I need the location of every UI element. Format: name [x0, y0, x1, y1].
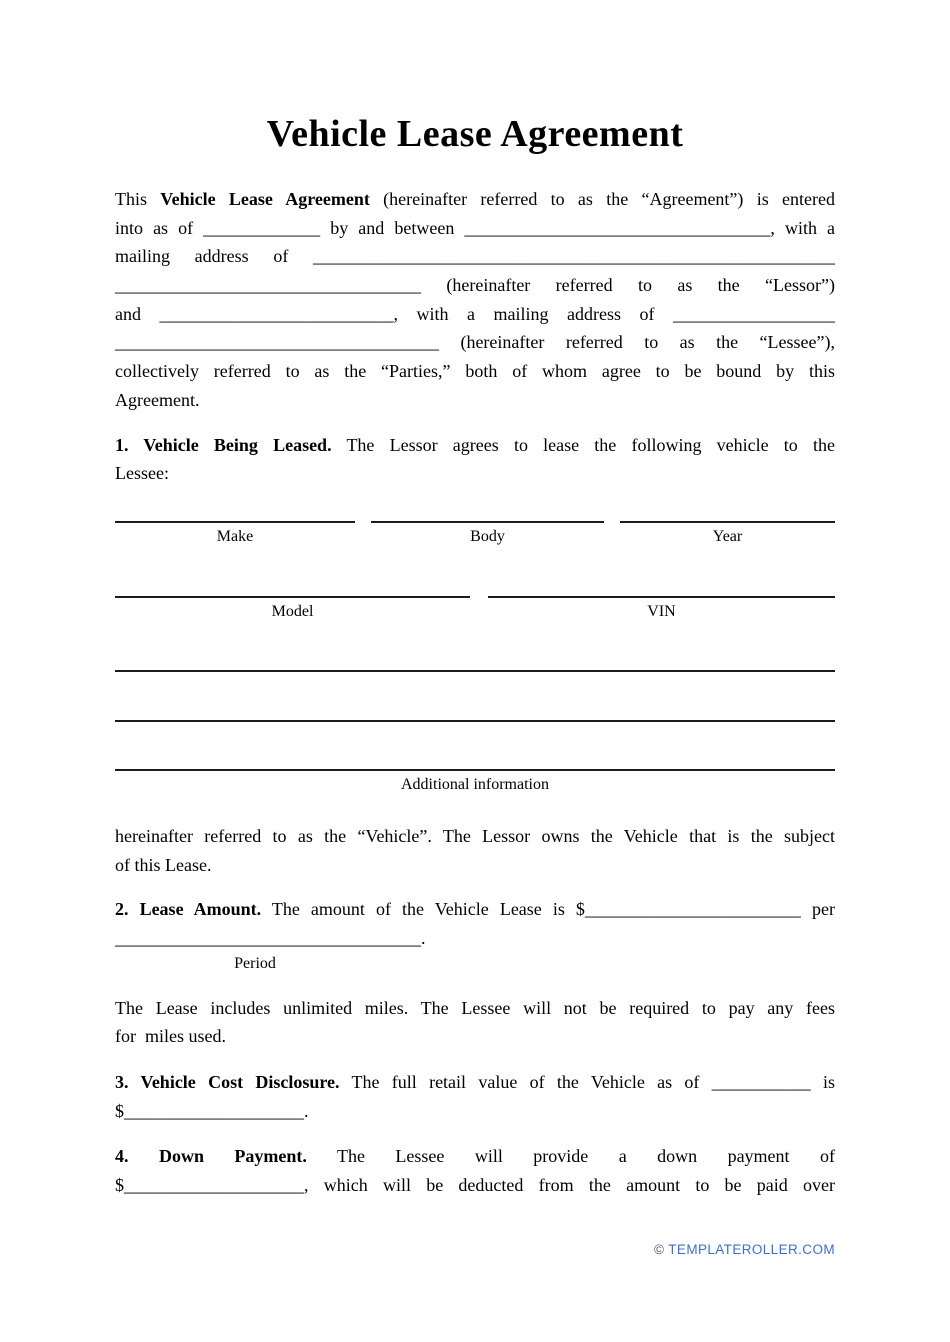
body-label: Body	[470, 527, 505, 545]
additional-information-label: Additional information	[401, 775, 549, 793]
section-1-text: The Lessor agrees to lease the following vehicle to the	[331, 434, 835, 455]
vin-blank-line	[488, 548, 835, 598]
make-field	[115, 488, 355, 548]
body-field	[371, 488, 604, 548]
year-blank-line	[620, 488, 835, 523]
section-4-heading: 4. Down Payment.	[115, 1146, 307, 1167]
section-1-line: Lessee:	[115, 463, 169, 484]
intro-line: __________________________________ (hereinafter referred to as the “Lessor”)	[115, 275, 835, 296]
section-3-paragraph	[115, 1068, 835, 1125]
year-field	[620, 488, 835, 548]
model-field	[115, 548, 470, 623]
model-blank-line	[115, 548, 470, 598]
vin-field	[488, 548, 835, 623]
section-3-line	[115, 1068, 835, 1097]
vin-label: VIN	[647, 602, 676, 620]
body-blank-line	[371, 488, 604, 523]
vehicle-fields-row-2	[115, 548, 835, 623]
intro-line: ____________________________________ (hereinafter referred to as the “Lessee”),	[115, 332, 835, 353]
section-1-line	[115, 431, 835, 460]
vehicle-fields-row-1	[115, 488, 835, 548]
additional-blank-line	[115, 722, 835, 771]
section-4-text: The Lessee will provide a down payment of	[306, 1146, 835, 1167]
section-3-text: The full retail value of the Vehicle as of ___________ is	[339, 1072, 835, 1092]
owner-paragraph	[115, 822, 835, 879]
section-1-heading: 1. Vehicle Being Leased.	[115, 434, 332, 455]
owner-line: of this Lease.	[115, 854, 212, 875]
intro-line: mailing address of __________________________________________________________	[115, 246, 835, 267]
section-1-paragraph	[115, 431, 835, 488]
intro-line: Agreement.	[115, 389, 200, 410]
intro-text: (hereinafter referred to as the “Agreement”) is entered	[369, 189, 835, 209]
intro-line	[115, 185, 835, 214]
additional-information-field	[115, 623, 835, 796]
copyright-symbol: ©	[654, 1242, 669, 1257]
make-label: Make	[216, 527, 254, 545]
section-2-heading: 2. Lease Amount.	[115, 899, 262, 920]
intro-text: This	[115, 189, 161, 209]
document-title: Vehicle Lease Agreement	[266, 113, 684, 155]
miles-line: for miles used.	[115, 1026, 226, 1047]
intro-line: into as of _____________ by and between __________________________________, with a	[115, 217, 835, 238]
year-label: Year	[712, 527, 743, 545]
additional-blank-line	[115, 623, 835, 672]
make-blank-line	[115, 488, 355, 523]
intro-line: and __________________________, with a mailing address of __________________	[115, 303, 835, 324]
section-3-line: $____________________.	[115, 1100, 309, 1121]
section-4-line: $____________________, which will be deducted from the amount to be paid over	[115, 1175, 835, 1196]
vehicle-fields	[115, 488, 835, 796]
model-label: Model	[271, 602, 314, 620]
miles-line: The Lease includes unlimited miles. The Lessee will not be required to pay any fees	[115, 997, 835, 1018]
section-4-paragraph	[115, 1142, 835, 1199]
section-2-paragraph	[115, 895, 835, 974]
intro-paragraph	[115, 185, 835, 415]
templateroller-link[interactable]: TEMPLATEROLLER.COM	[668, 1242, 835, 1257]
section-3-heading: 3. Vehicle Cost Disclosure.	[115, 1072, 340, 1092]
footer	[654, 1241, 835, 1258]
additional-blank-line	[115, 672, 835, 722]
section-2-text: The amount of the Vehicle Lease is $________________________ per	[261, 899, 835, 920]
intro-bold-text: Vehicle Lease Agreement	[160, 189, 370, 209]
period-label: Period	[234, 954, 276, 972]
section-2-line: __________________________________.	[115, 927, 426, 948]
miles-paragraph	[115, 994, 835, 1051]
section-2-line	[115, 895, 835, 924]
owner-line: hereinafter referred to as the “Vehicle”. The Lessor owns the Vehicle that is the subject	[115, 825, 835, 846]
section-4-line	[115, 1142, 835, 1171]
intro-line: collectively referred to as the “Parties,” both of whom agree to be bound by this	[115, 361, 835, 382]
